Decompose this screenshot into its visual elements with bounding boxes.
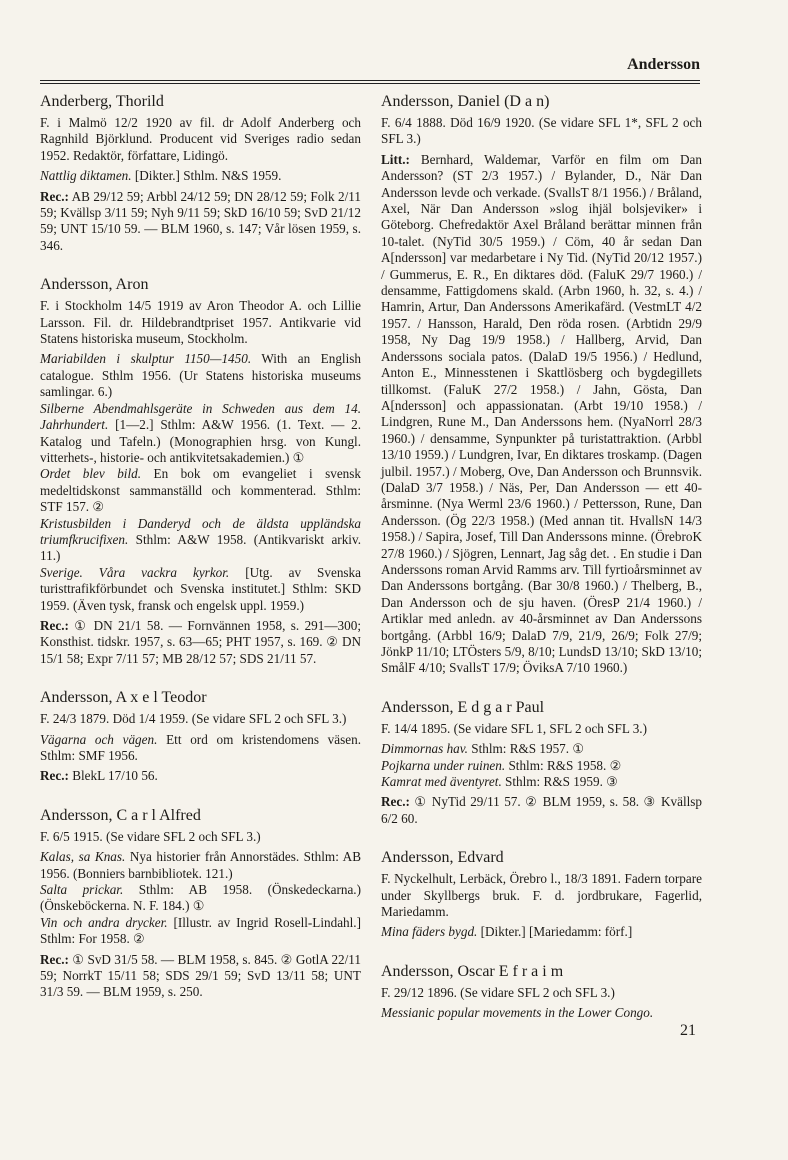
biography-text: F. 24/3 1879. Död 1/4 1959. (Se vidare SFL 2 och SFL 3.): [40, 711, 347, 727]
author-entry: [40, 806, 361, 1001]
section-label: Rec.:: [40, 768, 69, 784]
section-label: Rec.:: [381, 794, 410, 810]
right-column: [381, 92, 702, 1043]
entry-heading: Anderberg, Thorild: [40, 93, 164, 110]
biography-text: F. 6/4 1888. Död 16/9 1920. (Se vidare SFL 1*, SFL 2 och SFL 3.): [381, 115, 702, 147]
work-item: [381, 774, 702, 790]
reviews-text: [40, 618, 361, 667]
section-label: Rec.:: [40, 951, 69, 967]
biography-text: F. i Malmö 12/2 1920 av fil. dr Adolf Anderberg och Ragnhild Björklund. Producent vid Sveriges radio sedan 1952. Redaktör, författare, Lidingö.: [40, 115, 361, 163]
work-item: [40, 168, 361, 184]
work-details: [Illustr. av Ingrid Rosell-Lindahl.] Sthlm: For 1958. ②: [40, 914, 361, 947]
reviews-text: [40, 768, 361, 784]
work-item: [40, 915, 361, 948]
entry-heading: Andersson, Edvard: [381, 849, 504, 867]
work-title: Messianic popular movements in the Lower Congo.: [381, 1005, 654, 1021]
author-entry: [381, 92, 702, 677]
biography-text: F. 14/4 1895. (Se vidare SFL 1, SFL 2 och SFL 3.): [381, 720, 647, 736]
works-list: [40, 351, 361, 614]
work-details: Sthlm: R&S 1959. ③: [501, 774, 618, 790]
work-details: With an English catalogue. Sthlm 1956. (Ur Statens historiska museums samlingar. 6.): [40, 351, 361, 400]
header-rule-second: [40, 83, 700, 84]
reviews-text: [40, 189, 361, 255]
work-item: [381, 1005, 702, 1021]
entry-heading: Andersson, C a r l Alfred: [40, 806, 201, 824]
work-title: Pojkarna under ruinen.: [381, 757, 506, 773]
author-entry: [381, 698, 702, 827]
work-title: Kristusbilden i Danderyd och de äldsta uppländska triumfkrucifixen.: [40, 515, 361, 547]
work-item: [40, 849, 361, 882]
author-entry: [40, 275, 361, 667]
entry-heading: Andersson, E d g a r Paul: [381, 698, 545, 716]
author-entry: [381, 848, 702, 941]
entry-heading: Andersson, Oscar E f r a i m: [381, 962, 564, 980]
section-body: BlekL 17/10 56.: [68, 768, 158, 784]
work-details: Sthlm: AB 1958. (Önskedeckarna.) (Önskeböckerna. N. F. 184.) ①: [40, 882, 361, 914]
section-body: ① NyTid 29/11 57. ② BLM 1959, s. 58. ③ Kvällsp 6/2 60.: [381, 794, 702, 826]
section-label: Litt.:: [381, 151, 410, 167]
work-item: [40, 401, 361, 467]
header-rule: [40, 80, 700, 81]
section-label: Rec.:: [40, 188, 69, 204]
entry-heading: Andersson, Aron: [40, 276, 149, 294]
work-item: [381, 758, 702, 774]
entry-heading: Andersson, A x e l Teodor: [40, 689, 207, 707]
work-title: Mariabilden i skulptur 1150—1450.: [40, 351, 252, 367]
work-title: Salta prickar.: [40, 882, 124, 898]
section-body: AB 29/12 59; Arbbl 24/12 59; DN 28/12 59; Folk 2/11 59; Kvällsp 3/11 59; Nyh 9/11 59; SkD 16/10 59; SvD 21/12 59; UNT 15/10 59. — BLM 1960, s. 147; Vår lösen 1959, s. 346.: [40, 188, 361, 253]
works-list: [381, 741, 702, 790]
literature-text: [381, 152, 702, 677]
work-title: Kamrat med äventyret.: [381, 774, 502, 790]
work-title: Dimmornas hav.: [381, 741, 468, 757]
work-details: [1—2.] Sthlm: A&W 1956. (1. Text. — 2. Katalog und Tafeln.) (Monographien hrsg. von Kungl. vitterhets-, historie- och antikvitetsakademien.) ①: [40, 417, 361, 465]
entry-heading: Andersson, Daniel (D a n): [381, 93, 550, 110]
biography-text: F. 29/12 1896. (Se vidare SFL 2 och SFL 3.): [381, 984, 615, 1000]
running-head: Andersson: [627, 56, 700, 73]
biography-text: F. i Stockholm 14/5 1919 av Aron Theodor A. och Lillie Larsson. Fil. dr. Hildebrandtpriset 1957. Antikvarie vid Statens historiska museum, Stockholm.: [40, 298, 361, 347]
work-title: Nattlig diktamen.: [40, 168, 132, 184]
work-item: [40, 466, 361, 515]
work-item: [40, 516, 361, 565]
work-details: [Dikter.] Sthlm. N&S 1959.: [131, 168, 282, 184]
work-details: [Dikter.] [Mariedamm: förf.]: [477, 924, 633, 940]
section-body: ① DN 21/1 58. — Fornvännen 1958, s. 291—300; Konsthist. tidskr. 1957, s. 63—65; PHT 1957, s. 169. ② DN 15/1 58; Expr 7/11 57; MB 28/12 57; SDS 21/11 57.: [40, 617, 361, 666]
works-list: [40, 849, 361, 947]
reviews-text: [381, 794, 702, 827]
biography-text: F. Nyckelhult, Lerbäck, Örebro l., 18/3 1891. Fadern torpare under Skyllbergs bruk. F. d. jordbrukare, Fagerlid, Mariedamm.: [381, 871, 702, 920]
work-title: Vin och andra drycker.: [40, 914, 168, 930]
work-item: [40, 351, 361, 400]
work-details: Sthlm: R&S 1957. ①: [467, 741, 585, 757]
section-body: ① SvD 31/5 58. — BLM 1958, s. 845. ② GotlA 22/11 59; NorrkT 15/11 58; SDS 29/1 59; SvD 13/11 58; UNT 31/3 59. — BLM 1959, s. 250.: [40, 951, 361, 1000]
work-title: Kalas, sa Knas.: [40, 849, 126, 865]
work-details: En bok om evangeliet i svensk medeltidskonst sammanställd och kommenterad. Sthlm: STF 157. ②: [40, 466, 361, 515]
author-entry: [381, 962, 702, 1022]
work-details: Sthlm: R&S 1958. ②: [505, 757, 622, 773]
author-entry: [40, 688, 361, 785]
section-body: Bernhard, Waldemar, Varför en film om Dan Andersson? (ST 2/3 1957.) / Bylander, D., När Dan Andersson levde och verkade. (SvallsT 8/1 1956.) / Bråland, Axel, När Dan Andersson »slog ihjäl bolsjeviker» i Göteborg. Chefredaktör Axel Bråland berättar minnen från 10-talet. (NyTid 30/5 1959.) / Cöm, 40 år sedan Dan A[ndersson] var medarbetare i Ny Tid. (NyTid 20/12 1957.) / Gummerus, E. R., En diktares död. (FaluK 29/7 1960.) / densamme, Fattigdomens skald. (Arbn 1960, h. 32, s. 4.) / Hamrin, Artur, Dan Anderssons Amerikafärd. (VestmLT 4/2 1957. / Hansson, Harald, Den röda rosen. (Arbtidn 29/9 1958, Ny Dag 19/9 1958.) / Hallberg, Arvid, Dan Anderssons sociala patos. (DalaD 19/5 1956.) / Hedlund, Anton E., Minnesstenen i Skattlösberg och bygdegillets tillkomst. (FaluK 27/2 1958.) / Jahn, Gösta, Dan A[ndersson] och appassionatan. (Arbt 19/10 1958.) / Lindgren, Rune M., Dan Anderssons hem. (NyaNorrl 28/3 1960.) / densamme, Synpunkter på turistattraktion. (Arbbl 13/10 1959.) / Lundgren, Ivar, En diktares troskamp. (Dagen julbil. 1957.) / Moberg, Ove, Dan Andersson och Brunnsvik. (DalaD 3/7 1958.) / Näs, Per, Dan Andersson — ett 40-årsminne. (Nya Werml 23/6 1960.) / Pettersson, Rune, Dan Andersson. (Ög 22/3 1958.) (Med annan tit. HvallsN 14/3 1958.) / Sapira, Josef, Till Dan Anderssons minne. (ÖrebroK 27/8 1960.) / Sjögren, Lennart, Jag såg det. . En studie i Dan Anderssons roman Arvid Ramms arv. Till fyrtioårsminnet av Dan Anderssons bortgång. (Bar 30/8 1960.) / Thelberg, B., Dan Andersson och de sju haven. (ÖresP 21/4 1960.) / Artiklar med anledn. av 40-årsminnet av Dan Anderssons bortgång. (Arbbl 16/9; DalaD 7/9, 21/9, 26/9; Folk 27/9; JönkP 11/10; LTÖsters 5/9, 8/10; LundsD 13/10; SkD 13/10; SmålF 4/10; SvallsT 17/9; ÖviksA 7/10 1960.): [381, 151, 702, 676]
work-details: Nya historier från Annorstädes. Sthlm: AB 1956. (Bonniers barnbibliotek. 121.): [40, 849, 361, 881]
left-column: [40, 92, 361, 1022]
reviews-text: [40, 952, 361, 1001]
work-title: Ordet blev bild.: [40, 466, 142, 482]
work-item: [40, 732, 361, 765]
work-title: Silberne Abendmahlsgeräte in Schweden aus dem 14. Jahrhundert.: [40, 400, 361, 433]
work-details: Ett ord om kristendomens väsen. Sthlm: SMF 1956.: [40, 731, 361, 763]
work-title: Mina fäders bygd.: [381, 924, 478, 940]
work-item: [40, 565, 361, 614]
work-details: [Utg. av Svenska turisttrafikförbundet och Svenska institutet.] Sthlm: SKD 1959. (Även tysk, fransk och engelsk uppl. 1959.): [40, 564, 361, 613]
author-entry: [40, 92, 361, 254]
work-title: Vägarna och vägen.: [40, 731, 158, 747]
page-number: 21: [680, 1022, 696, 1039]
work-details: Sthlm: A&W 1958. (Antikvariskt arkiv. 11.): [40, 531, 361, 564]
biography-text: F. 6/5 1915. (Se vidare SFL 2 och SFL 3.): [40, 828, 261, 844]
work-item: [40, 882, 361, 915]
work-title: Sverige. Våra vackra kyrkor.: [40, 564, 230, 580]
work-item: [381, 924, 702, 940]
section-label: Rec.:: [40, 617, 69, 633]
work-item: [381, 741, 702, 757]
